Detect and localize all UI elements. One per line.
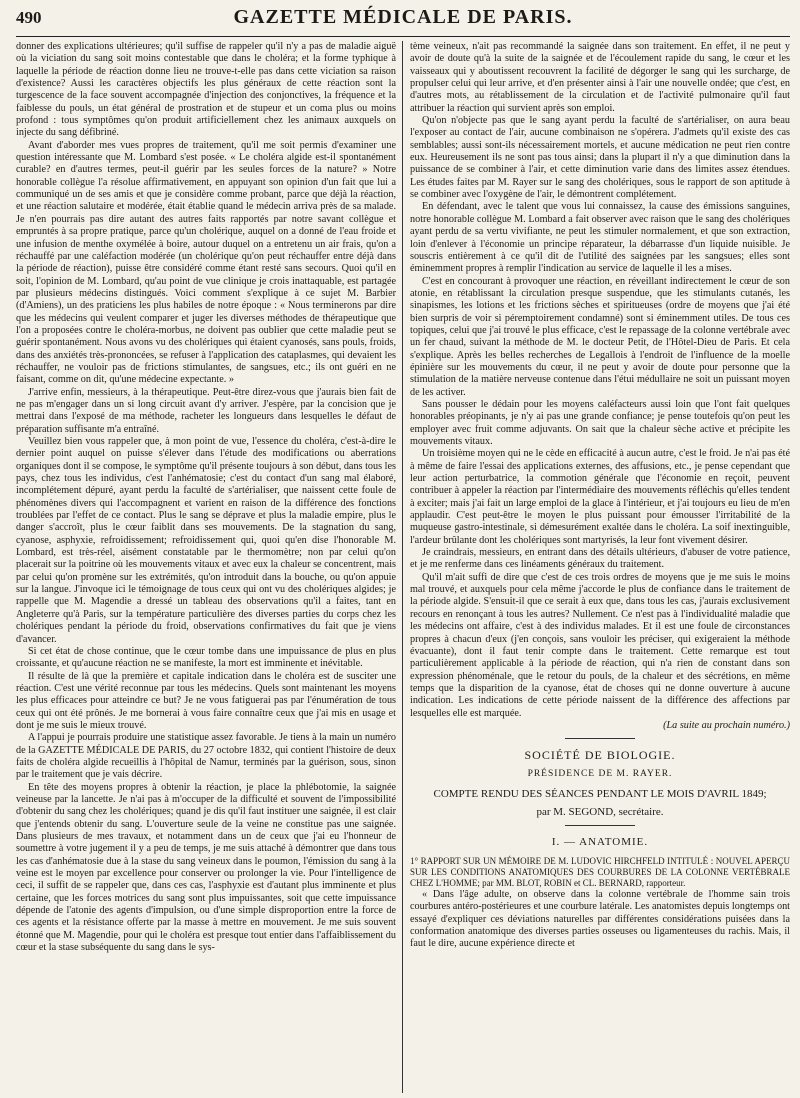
paragraph: Si cet état de chose continue, que le cœur tombe dans une impuissance de plus en plus croissante, et qu'aucune réaction ne se manifeste, la mort est imminente et inévitable. <box>16 645 396 670</box>
paragraph: Sans pousser le dédain pour les moyens caléfacteurs aussi loin que l'ont fait quelques honorables préopinants, je n'y ai pas une grande confiance; je pense toutefois qu'on peut les employer avec fruit comme adjuvants. On sait que la chaleur sèche active et précipite les mouvements vitaux. <box>410 398 790 447</box>
paragraph: C'est en concourant à provoquer une réaction, en réveillant indirectement le cœur de son atonie, en rétablissant la circulation presque suspendue, que les stimulants cutanés, les sinapismes, les lotions et les frictions sèches et spiritueuses (ordre de moyens que j'ai été bien surpris de voir si péremptoirement condamné) sont si éminemment utiles. De tous ces topiques, celui que j'ai trouvé le plus efficace, c'est le repassage de la colonne vertébrale avec un fer chaud, suivant la méthode de M. le docteur Petit, de l'Hôtel-Dieu de Paris. Et cela s'explique. Après les belles recherches de Legallois à l'endroit de l'influence de la moelle épinière sur les mouvements du cœur, il ne peut y avoir de doute pour personne que la stimulation de la matière nerveuse contenue dans l'étui médullaire ne soit un puissant moyen de les activer. <box>410 275 790 398</box>
society-presidency: PRÉSIDENCE DE M. RAYER. <box>527 768 673 779</box>
left-column <box>16 41 403 1093</box>
paragraph: Je craindrais, messieurs, en entrant dans des détails ultérieurs, d'abuser de votre patience, et je me renferme dans ces linéaments généraux du traitement. <box>410 547 790 571</box>
paragraph: En tête des moyens propres à obtenir la réaction, je place la phlébotomie, la saignée veineuse par la lancette. Je n'ai pas à m'occuper de la difficulté et souvent de l'impossibilité d'obtenir du sang chez les cholériques; quand je dis qu'il faut instituer une saignée, il est clair que j'entends obtenir du sang. L'ouverture seule de la veine ne constitue pas une saignée. Dans plusieurs de mes travaux, et notamment dans un de ceux que j'ai eu l'honneur de soumettre à votre jugement il y a peu de temps, je me suis attaché à démontrer que dans tous les cas d'anhématosie due à la stase du sang veineux dans le poumon, l'émission du sang à la veine est le moyen par excellence pour conserver ou prolonger la vie. Pour l'intelligence de ceci, il suffit de se rappeler que, dans ces cas, l'asphyxie est d'autant plus imminente et plus certaine, que les forces motrices du sang sont plus impuissantes, soit que cette impuissance dépende de l'atonie des agents d'impulsion, ou d'une simple disproportion entre la force de ces agents et la résistance offerte par la masse à mettre en mouvement. Je me suis souvent étonné que M. Magendie, pour qui le choléra est presque tout entier dans l'affaiblissement du cœur et la stase subséquente du sang dans le sys- <box>16 781 396 954</box>
section-heading: I. — ANATOMIE. <box>551 835 649 848</box>
page-header <box>16 6 790 37</box>
paragraph: J'arrive enfin, messieurs, à la thérapeutique. Peut-être direz-vous que j'aurais bien fait de ne pas m'engager dans un si long circuit avant d'y arriver. J'espère, par la concision que je mettrai dans l'exposé de ma méthode, racheter les longueurs dans lesquelles le défaut de préparation suffisante m'a entraîné. <box>16 386 396 435</box>
paragraph: « Dans l'âge adulte, on observe dans la colonne vertébrale de l'homme sain trois courbures antéro-postérieures et une courbure latérale. Les anatomistes depuis longtemps ont essayé d'expliquer ces déviations naturelles par différentes considérations puisées dans la conformation anatomique des diverses parties osseuses ou ligamenteuses du rachis. Mais, il faut le dire, aucune expérience directe et <box>410 888 790 950</box>
paragraph: donner des explications ultérieures; qu'il suffise de rappeler qu'il n'y a pas de maladie aiguë où la viciation du sang soit moins contestable que dans le choléra; et la forme typhique à laquelle la période de réaction donne lieu ne trouve-t-elle pas dans cette viciation sa raison d'existence? Aussi les caractères objectifs les plus généraux de cette réaction sont la turgescence de la face souvent accompagnée d'injection des conjonctives, la fréquence et la faiblesse du pouls, un état général de prostration et de stupeur et un coma plus ou moins profond : tous symptômes qu'on produit artificiellement chez les animaux auxquels on injecte du sang défibriné. <box>16 41 396 139</box>
paragraph: Avant d'aborder mes vues propres de traitement, qu'il me soit permis d'examiner une question intéressante que M. Lombard s'est posée. « Le choléra algide est-il spontanément curable? en d'autres termes, peut-il guérir par les seules forces de la nature? » Notre honorable collègue l'a résolue affirmativement, en appuyant son opinion d'un fait que lui a communiqué un de ses amis et que je considère comme probant, parce que déjà la réaction, et une réaction salutaire et modérée, était établie quand le médecin arriva près de sa malade. Je n'en pourrais pas dire autant des autres faits rapportés par notre savant collègue et empruntés à sa propre pratique, parce qu'un cholérique, auquel on a donné de l'eau froide et une infusion de menthe oxymélée à boire, autour duquel on a entretenu un air frais, qu'on a réchauffé par une caléfaction modérée (un cholérique qu'on peut réchauffer entre déjà dans la période de réaction), puisse être considéré comme étant resté sans secours. Quoi qu'il en soit, l'opinion de M. Lombard, qu'au point de vue clinique je crois inattaquable, est partagée par plusieurs médecins distingués. Voici comment s'explique à ce sujet M. Barbier (d'Amiens), un des praticiens les plus habiles de notre époque : « Nous terminerons par dire que les médecins qui veulent comparer et juger les diverses méthodes de thérapeutique que l'on a proposées contre le choléra-morbus, ne doivent pas oublier que cette maladie peut se guérir spontanément. Nous avons vu des cholériques qui étaient cyanosés, sans pouls, froids, dans des anxiétés très-prononcées, se refuser à l'application des cataplasmes, qui devaient les réchauffer, ne vouloir pas de frictions stimulantes, de sangsues, etc.; ils ont guéri en ne faisant, comme on dit, qu'une médecine expectante. » <box>16 139 396 386</box>
society-title: SOCIÉTÉ DE BIOLOGIE. <box>524 748 676 763</box>
journal-title: GAZETTE MÉDICALE DE PARIS. <box>233 6 573 28</box>
paragraph: Veuillez bien vous rappeler que, à mon point de vue, l'essence du choléra, c'est-à-dire le dernier point auquel on puisse s'élever dans l'étude des modifications ou aberrations organiques dont il se compose, le symptôme qu'il présente toujours à son début, dans tous les pays, chez tous les individus, c'est l'anhématosie; c'est du contact d'un sang mal élaboré, incomplétement dépuré, ayant perdu la faculté de s'artérialiser, que naissent cette foule de phénomènes divers qui l'accompagnent et varient en raison de la différence des fonctions troublées par l'effet de ce contact. Plus le sang se déprave et plus la maladie empire, plus le danger s'accroît, plus le cœur faiblit dans ses mouvements. De la stagnation du sang, cyanose, asphyxie, refroidissement; refroidissement qui, quoi qu'en dise l'honorable M. Lombard, est très-réel, aisément constatable par le thermomètre; non par celui qu'on placerait sur la poitrine où les mouvements vitaux et avec eux la chaleur se concentrent, mais par celui qu'on promène sur les extrémités, qu'on introduit dans la bouche, ou qu'on appuie sur la langue. J'invoque ici le témoignage de tous ceux qui ont vu des cholériques algides; je rappelle que M. Magendie a dressé un tableau des observations qu'il a faites, tant en Angleterre qu'à Paris, sur la température particulière des diverses parties du corps chez les cholériques pendant la période du froid, observations confirmatives du fait que je viens d'avancer. <box>16 436 396 645</box>
text-columns <box>16 41 790 1093</box>
paragraph: Il résulte de là que la première et capitale indication dans le choléra est de susciter une réaction. C'est une vérité reconnue par tous les médecins. Quels sont maintenant les moyens les plus efficaces pour atteindre ce but? Je ne vous fatiguerai pas par l'énumération de tous ceux qui ont été prônés. Je me bornerai à vous faire connaître ceux que j'ai mis en usage et dont je me suis le mieux trouvé. <box>16 670 396 731</box>
paragraph: Un troisième moyen qui ne le cède en efficacité à aucun autre, c'est le froid. Je n'ai pas été à même de faire l'essai des applications externes, des affusions, etc., je pense cependant que leur action perturbatrice, la commotion générale que l'économie en reçoit, peuvent contribuer à appeler la réaction par l'intermédiaire des mouvements réfléchis qu'elles tendent à exciter; mais j'ai fait un large emploi de la glace à l'intérieur, et j'ai toujours eu lieu de m'en applaudir. C'est peut-être le moyen le plus puissant pour émousser l'irritabilité de la muqueuse gastro-intestinale, si démesurément exaltée dans le choléra. La soif inextinguible, l'ardeur brûlante dont les cholériques sont martyrisés, la leur font vivement désirer. <box>410 448 790 546</box>
paragraph: tème veineux, n'ait pas recommandé la saignée dans son traitement. En effet, il ne peut y avoir de doute qu'à la suite de la saignée et de l'écoulement rapide du sang, le cœur et les vaisseaux qui y aboutissent recouvrent la facilité de dégorger le sang qui les surcharge, de propulser celui qui leur arrive, et d'en présenter ainsi à l'air une nouvelle ondée; que c'est, en d'autres mots, au rétablissement de la circulation et de l'activité pulmonaire qu'il faut attribuer la réaction qui survient après son emploi. <box>410 41 790 114</box>
page-number: 490 <box>16 8 42 27</box>
paragraph: En défendant, avec le talent que vous lui connaissez, la cause des émissions sanguines, notre honorable collègue M. Lombard a fait observer avec raison que le sang des cholériques ayant perdu de sa vertu vivifiante, ne peut les stimuler normalement, et que son extraction, loin d'enlever à l'économie un principe réparateur, la débarrasse d'un liquide nuisible. Je souscris entièrement à ce qu'il dit de l'utilité des saignées par les sangsues; elles sont éminemment propres à remplir l'indication au service de laquelle il les a mises. <box>410 201 790 275</box>
continuation-note: (La suite au prochain numéro.) <box>663 719 790 731</box>
report-title: COMPTE RENDU DES SÉANCES PENDANT LE MOIS D'AVRIL 1849; <box>433 787 767 800</box>
paragraph: Qu'il m'ait suffi de dire que c'est de ces trois ordres de moyens que je me suis le moins mal trouvé, et auxquels pour cela même j'accorde le plus de confiance dans le traitement de la période algide. S'ensuit-il que ce serait à eux que, dans tous les cas, j'aurais exclusivement recours en renonçant à tous les autres? Nullement. Ce n'est pas à l'individualité maladie que les médecins ont affaire, c'est à des individus malades. Et il est une foule de circonstances propres à chacun d'eux (j'en conçois, sans vouloir les préciser, qui exigeraient la méthode évacuante), dont il faut tenir compte dans le traitement. Cette remarque est tout particulièrement applicable à la période de réaction, qui n'a rien de constant dans son expression phénoménale, que le retour du pouls, de la chaleur et des sécrétions, en même temps que la disparition de la cyanose, état de choses qui ne donne ouverture à aucune indication. Les indications de cette période naissent de la différence des affections par lesquelles elle est marquée. <box>410 571 790 719</box>
paragraph: A l'appui je pourrais produire une statistique assez favorable. Je tiens à la main un numéro de la GAZETTE MÉDICALE DE PARIS, du 27 octobre 1832, qui contient l'histoire de deux faits de choléra algide recueillis à l'hôpital de Namur, terminés par la guérison, sous, sinon par le traitement que je vais décrire. <box>16 732 396 781</box>
memoire-title: 1° RAPPORT SUR UN MÉMOIRE DE M. LUDOVIC HIRCHFELD INTITULÉ : NOUVEL APERÇU SUR LES CONDITIONS ANATOMIQUES DES COURBURES DE LA COLONNE VERTÉBRALE CHEZ L'HOMME; par MM. BLOT, ROBIN et CL. BERNARD, rapporteur. <box>410 855 790 888</box>
right-column <box>403 41 790 1093</box>
section-divider <box>565 825 635 826</box>
paragraph: Qu'on n'objecte pas que le sang ayant perdu la faculté de s'artérialiser, on aura beau l'exposer au contact de l'air, aucune combinaison ne s'opérera. J'admets qu'il existe des cas semblables; aussi sont-ils nécessairement mortels, et aucune médication ne peut rien contre eux. Heureusement ils ne sont pas tous ainsi; dans la plupart il n'y a que diminution dans la puissance de se combiner à l'air, et cette diminution varie dans des limites assez étendues. Les études faites par M. Rayer sur le sang des cholériques, sous le rapport de son aptitude à se combiner avec l'oxygène de l'air, le démontrent complétement. <box>410 115 790 201</box>
section-divider <box>565 738 635 739</box>
report-author: par M. SEGOND, secrétaire. <box>536 806 664 819</box>
